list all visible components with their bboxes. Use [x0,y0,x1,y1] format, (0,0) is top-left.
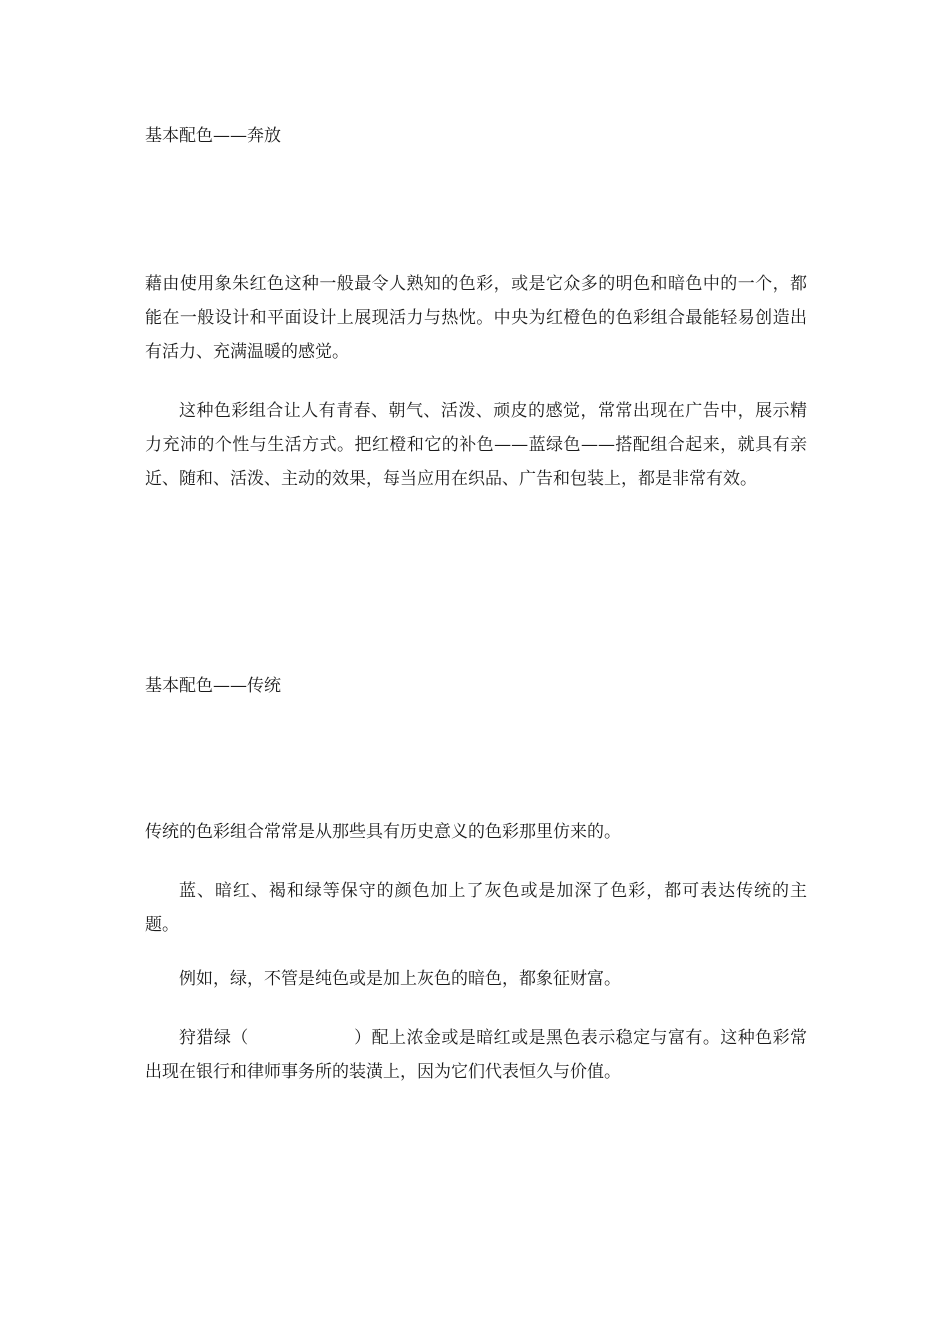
section2-paragraph-4 [145,1021,807,1089]
section2-paragraph-1: 传统的色彩组合常常是从那些具有历史意义的色彩那里仿来的。 [145,822,621,842]
section2-paragraph-2: 蓝、暗红、褐和绿等保守的颜色加上了灰色或是加深了色彩，都可表达传统的主题。 [145,881,807,935]
section-heading-bold-style: 基本配色——奔放 [145,126,281,146]
section1-paragraph-2: 这种色彩组合让人有青春、朝气、活泼、顽皮的感觉，常常出现在广告中，展示精力充沛的个性与生活方式。把红橙和它的补色——蓝绿色——搭配组合起来，就具有亲近、随和、活泼、主动的效果，每当应用在织品、广告和包装上，都是非常有效。 [145,401,807,489]
paragraph-4-end: ）配上浓金或是暗红或是黑色表示稳定与富有。这种色彩常出现在银行和律师事务所的装潢上，因为它们代表恒久与价值。 [145,1028,807,1082]
section2-paragraph-3: 例如，绿，不管是纯色或是加上灰色的暗色，都象征财富。 [179,969,621,989]
section-heading-traditional-style: 基本配色——传统 [145,676,281,696]
section1-paragraph-1: 藉由使用象朱红色这种一般最令人熟知的色彩，或是它众多的明色和暗色中的一个，都能在一般设计和平面设计上展现活力与热忱。中央为红橙色的色彩组合最能轻易创造出有活力、充满温暖的感觉。 [145,274,807,362]
paragraph-4-start: 狩猎绿（ [179,1028,249,1048]
